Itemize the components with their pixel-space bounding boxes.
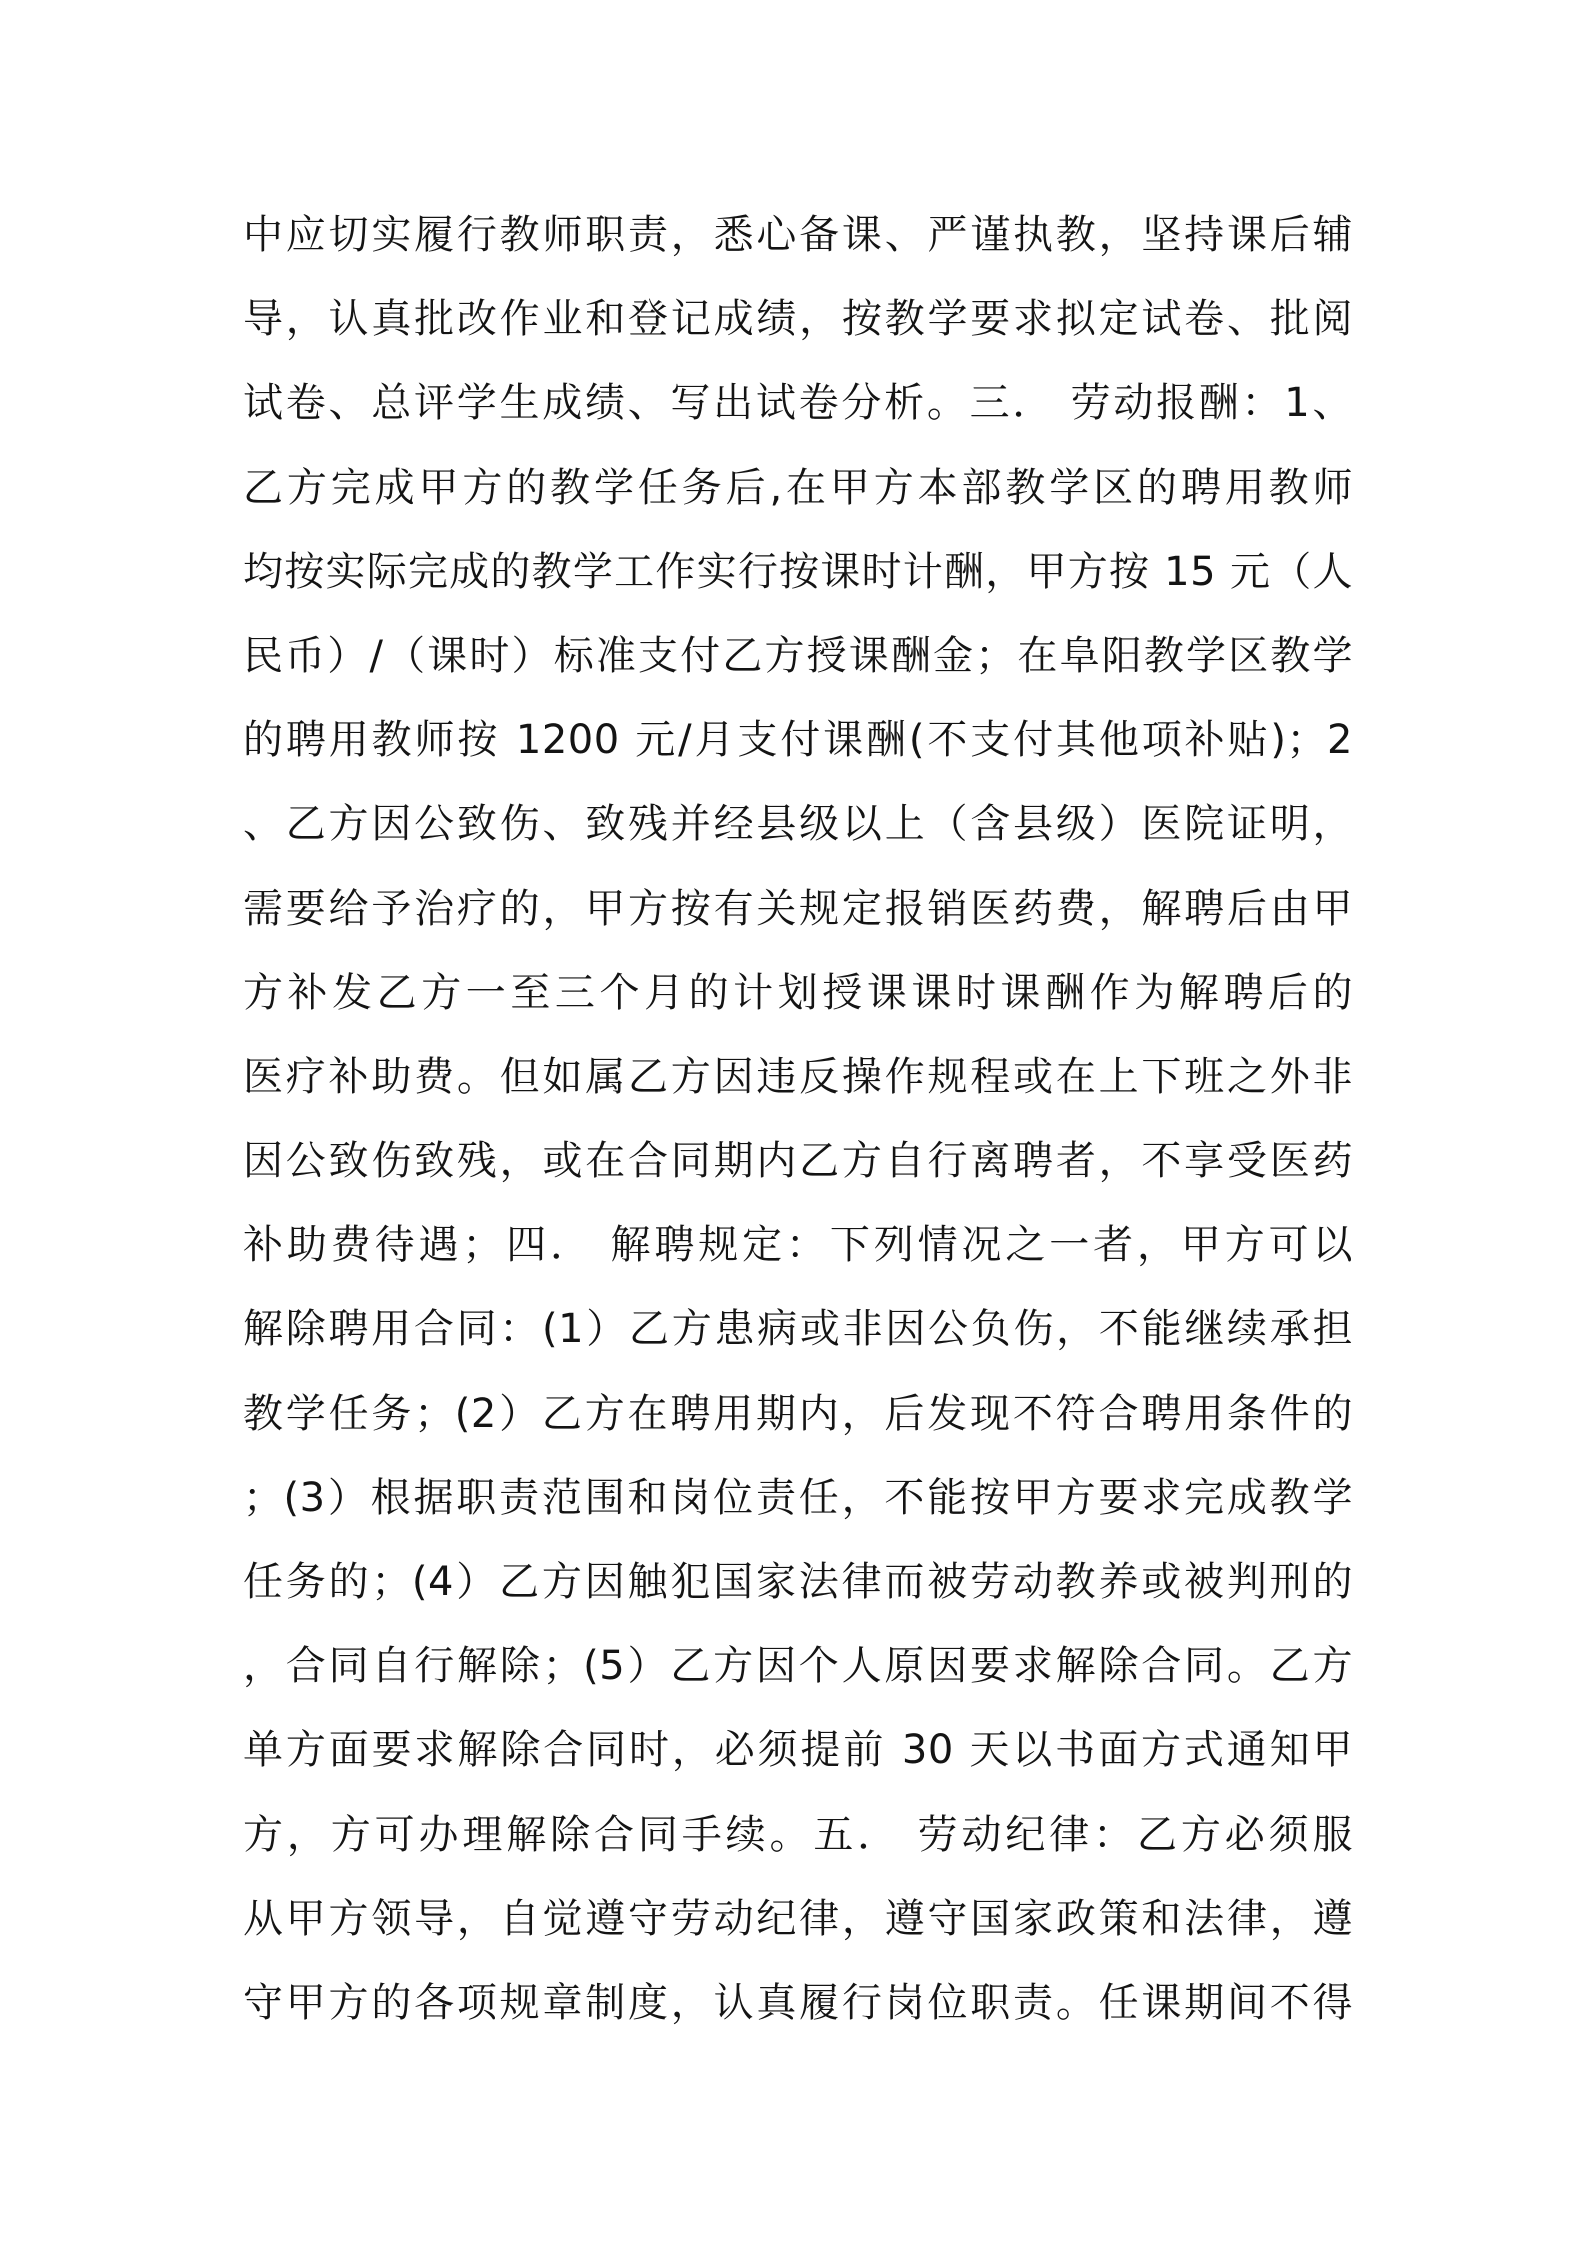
text-line: 均按实际完成的教学工作实行按课时计酬，甲方按 15 元（人: [243, 548, 1353, 595]
text-line: 解除聘用合同：(1）乙方患病或非因公负伤，不能继续承担: [243, 1306, 1353, 1353]
text-line: 方，方可办理解除合同手续。五． 劳动纪律：乙方必须服: [243, 1811, 1353, 1858]
text-line: 需要给予治疗的，甲方按有关规定报销医药费，解聘后由甲: [243, 885, 1353, 932]
text-line: 补助费待遇；四． 解聘规定：下列情况之一者，甲方可以: [243, 1222, 1353, 1269]
text-line: 的聘用教师按 1200 元/月支付课酬(不支付其他项补贴)；2: [243, 717, 1353, 764]
text-line: 方补发乙方一至三个月的计划授课课时课酬作为解聘后的: [243, 969, 1353, 1016]
text-line: 从甲方领导，自觉遵守劳动纪律，遵守国家政策和法律，遵: [243, 1895, 1353, 1942]
text-line: 因公致伤致残，或在合同期内乙方自行离聘者，不享受医药: [243, 1138, 1353, 1185]
text-line: 中应切实履行教师职责，悉心备课、严谨执教，坚持课后辅: [243, 212, 1353, 258]
text-line: 导，认真批改作业和登记成绩，按教学要求拟定试卷、批阅: [243, 296, 1353, 343]
text-line: 、乙方因公致伤、致残并经县级以上（含县级）医院证明，: [243, 801, 1353, 848]
text-line: 民币）/（课时）标准支付乙方授课酬金；在阜阳教学区教学: [243, 632, 1353, 679]
text-line: ；(3）根据职责范围和岗位责任，不能按甲方要求完成教学: [243, 1474, 1353, 1521]
text-line: 单方面要求解除合同时，必须提前 30 天以书面方式通知甲: [243, 1727, 1353, 1774]
text-line: ，合同自行解除；(5）乙方因个人原因要求解除合同。乙方: [243, 1643, 1353, 1690]
text-line: 教学任务；(2）乙方在聘用期内，后发现不符合聘用条件的: [243, 1390, 1353, 1437]
text-line: 试卷、总评学生成绩、写出试卷分析。三． 劳动报酬：1、: [243, 380, 1353, 427]
body-text: [243, 193, 1353, 2045]
text-line: 乙方完成甲方的教学任务后,在甲方本部教学区的聘用教师: [243, 464, 1353, 511]
text-line: 医疗补助费。但如属乙方因违反操作规程或在上下班之外非: [243, 1053, 1353, 1100]
text-line: 任务的；(4）乙方因触犯国家法律而被劳动教养或被判刑的: [243, 1559, 1353, 1605]
text-line: 守甲方的各项规章制度，认真履行岗位职责。任课期间不得: [243, 1979, 1353, 2026]
